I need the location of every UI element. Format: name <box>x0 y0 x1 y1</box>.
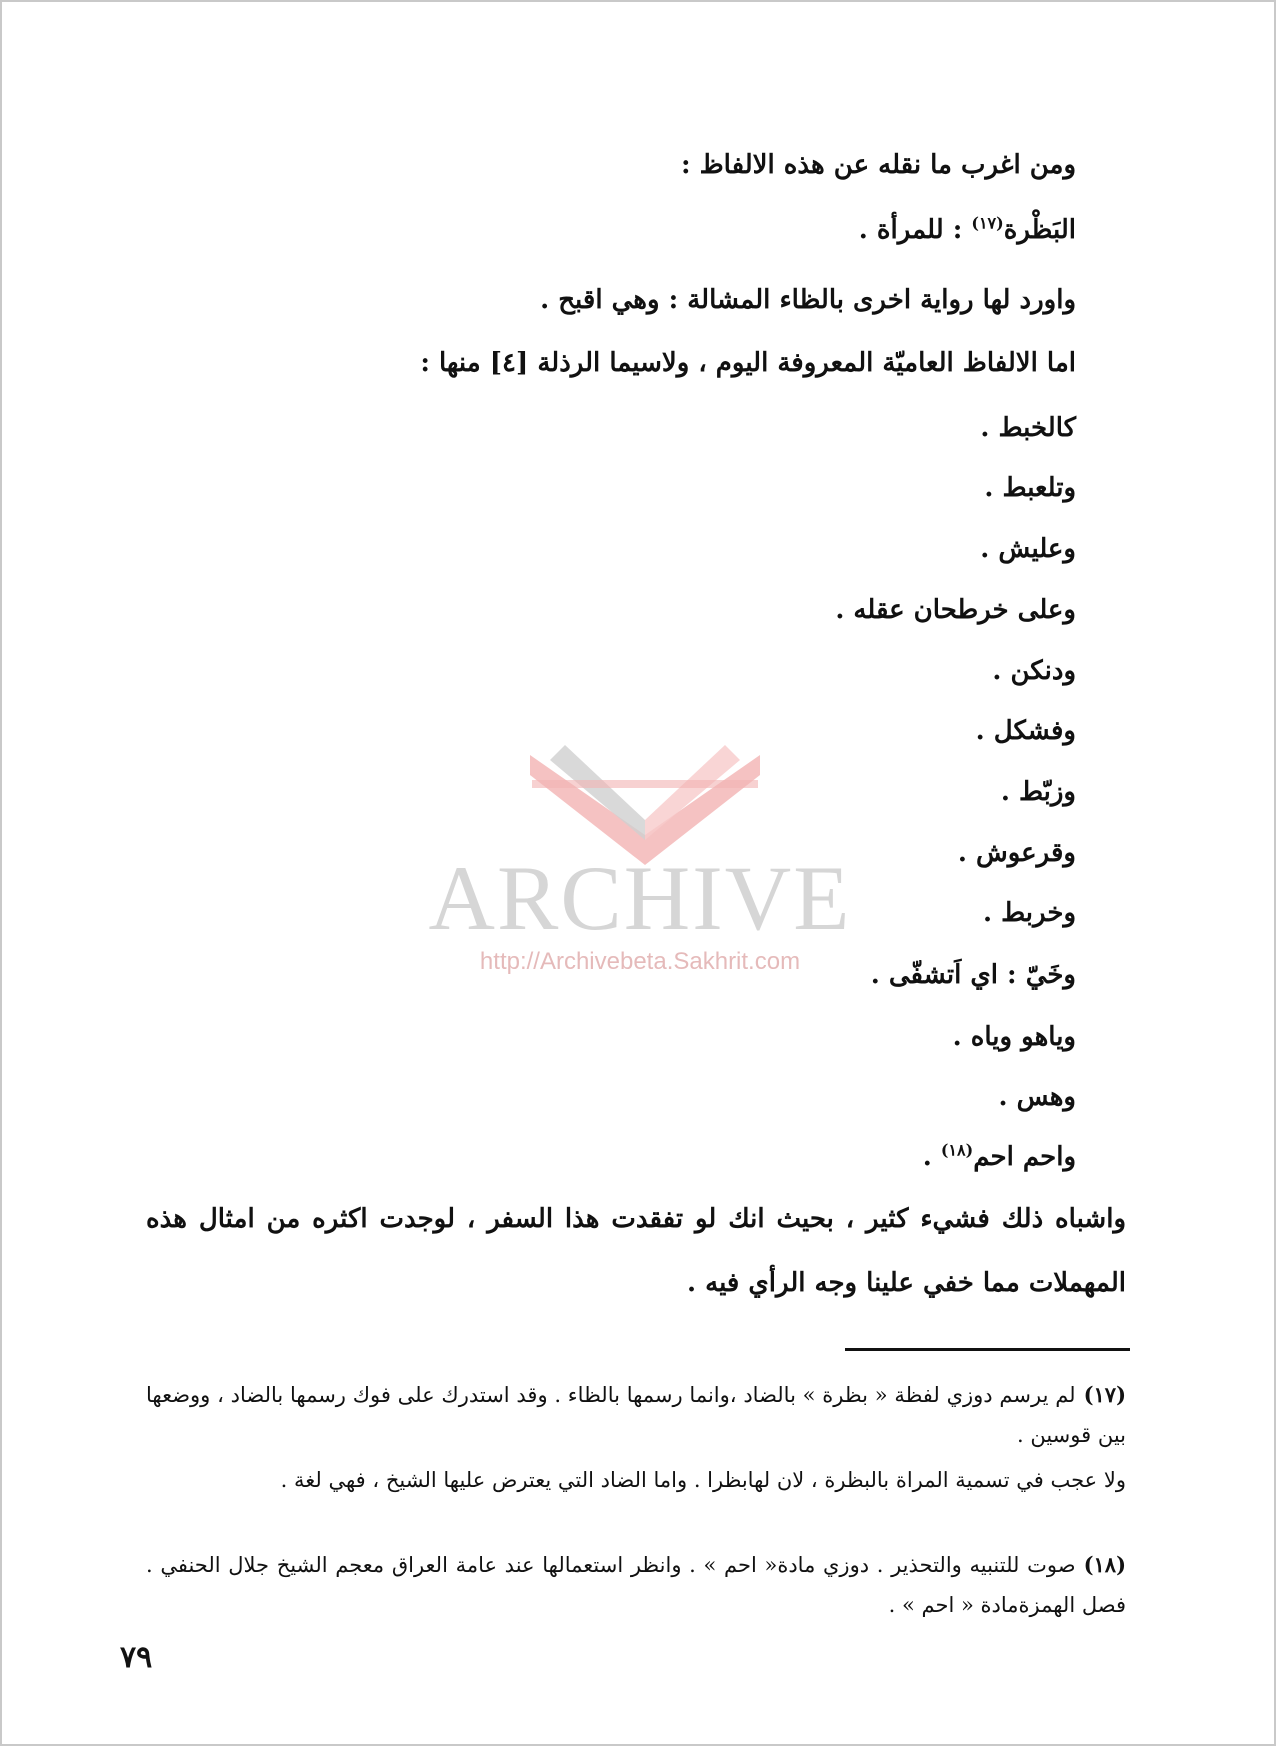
list-item: كالخبط . <box>980 413 1076 443</box>
footnote-number: (١٧) <box>1083 1382 1126 1407</box>
watermark-url: http://Archivebeta.Sakhrit.com <box>479 948 801 975</box>
footnote-divider <box>845 1348 1130 1351</box>
list-item: وياهو وياه . <box>952 1022 1076 1052</box>
watermark-title: ARCHIVE <box>428 847 852 949</box>
list-item: وهس . <box>998 1082 1076 1112</box>
list-item: ودنكن . <box>992 656 1076 686</box>
list-item-text: واحم احم <box>973 1142 1076 1172</box>
list-item: وفشكل . <box>975 716 1076 746</box>
footnote-18 <box>146 1545 1126 1625</box>
headword: البَظْرة <box>1003 215 1076 245</box>
list-item: وعلى خرطحان عقله . <box>835 595 1076 625</box>
list-item: وتلعبط . <box>984 473 1076 503</box>
closing-paragraph: واشباه ذلك فشيء كثير ، بحيث انك لو تفقدت هذا السفر ، لوجدت اكثره من امثال هذه المهملات مما خفي علينا وجه الرأي فيه . <box>146 1204 1126 1298</box>
text-line: ومن اغرب ما نقله عن هذه الالفاظ : <box>680 150 1076 180</box>
list-item <box>923 1137 1076 1177</box>
definition: : للمرأة . <box>858 215 972 245</box>
footnote-ref-18[interactable]: (١٨) <box>940 1140 974 1160</box>
text-line: اما الالفاظ العاميّة المعروفة اليوم ، ولاسيما الرذلة [٤] منها : <box>420 348 1076 378</box>
footnote-text: لم يرسم دوزي لفظة « بظرة » بالضاد ،وانما رسمها بالظاء . وقد استدرك على فوك رسمها بالضاد ، ووضعها بين قوسين . <box>146 1383 1126 1447</box>
page-number: ٧٩ <box>120 1640 153 1675</box>
text-line <box>859 210 1076 250</box>
list-item: وخَيّ : اي اَتشفّى . <box>870 960 1076 990</box>
footnote-17-continued: ولا عجب في تسمية المراة بالبظرة ، لان لهابظرا . واما الضاد التي يعترض عليها الشيخ ، فهي لغة . <box>280 1468 1126 1492</box>
text-line: واورد لها رواية اخرى بالظاء المشالة : وهي اقبح . <box>540 285 1076 315</box>
list-item: وخربط . <box>983 898 1076 928</box>
footnote-17 <box>146 1375 1126 1455</box>
list-item: وقرعوش . <box>957 838 1076 868</box>
footnote-ref-17[interactable]: (١٧) <box>971 213 1004 233</box>
footnote-text: صوت للتنبيه والتحذير . دوزي مادة« احم » . وانظر استعمالها عند عامة العراق معجم الشيخ جلال الحنفي . فصل الهمزةمادة « احم » . <box>146 1553 1126 1617</box>
footnote-number: (١٨) <box>1083 1552 1126 1577</box>
list-item-end: . <box>922 1142 941 1172</box>
list-item: وزبّط . <box>1000 777 1076 807</box>
list-item: وعليش . <box>980 534 1076 564</box>
